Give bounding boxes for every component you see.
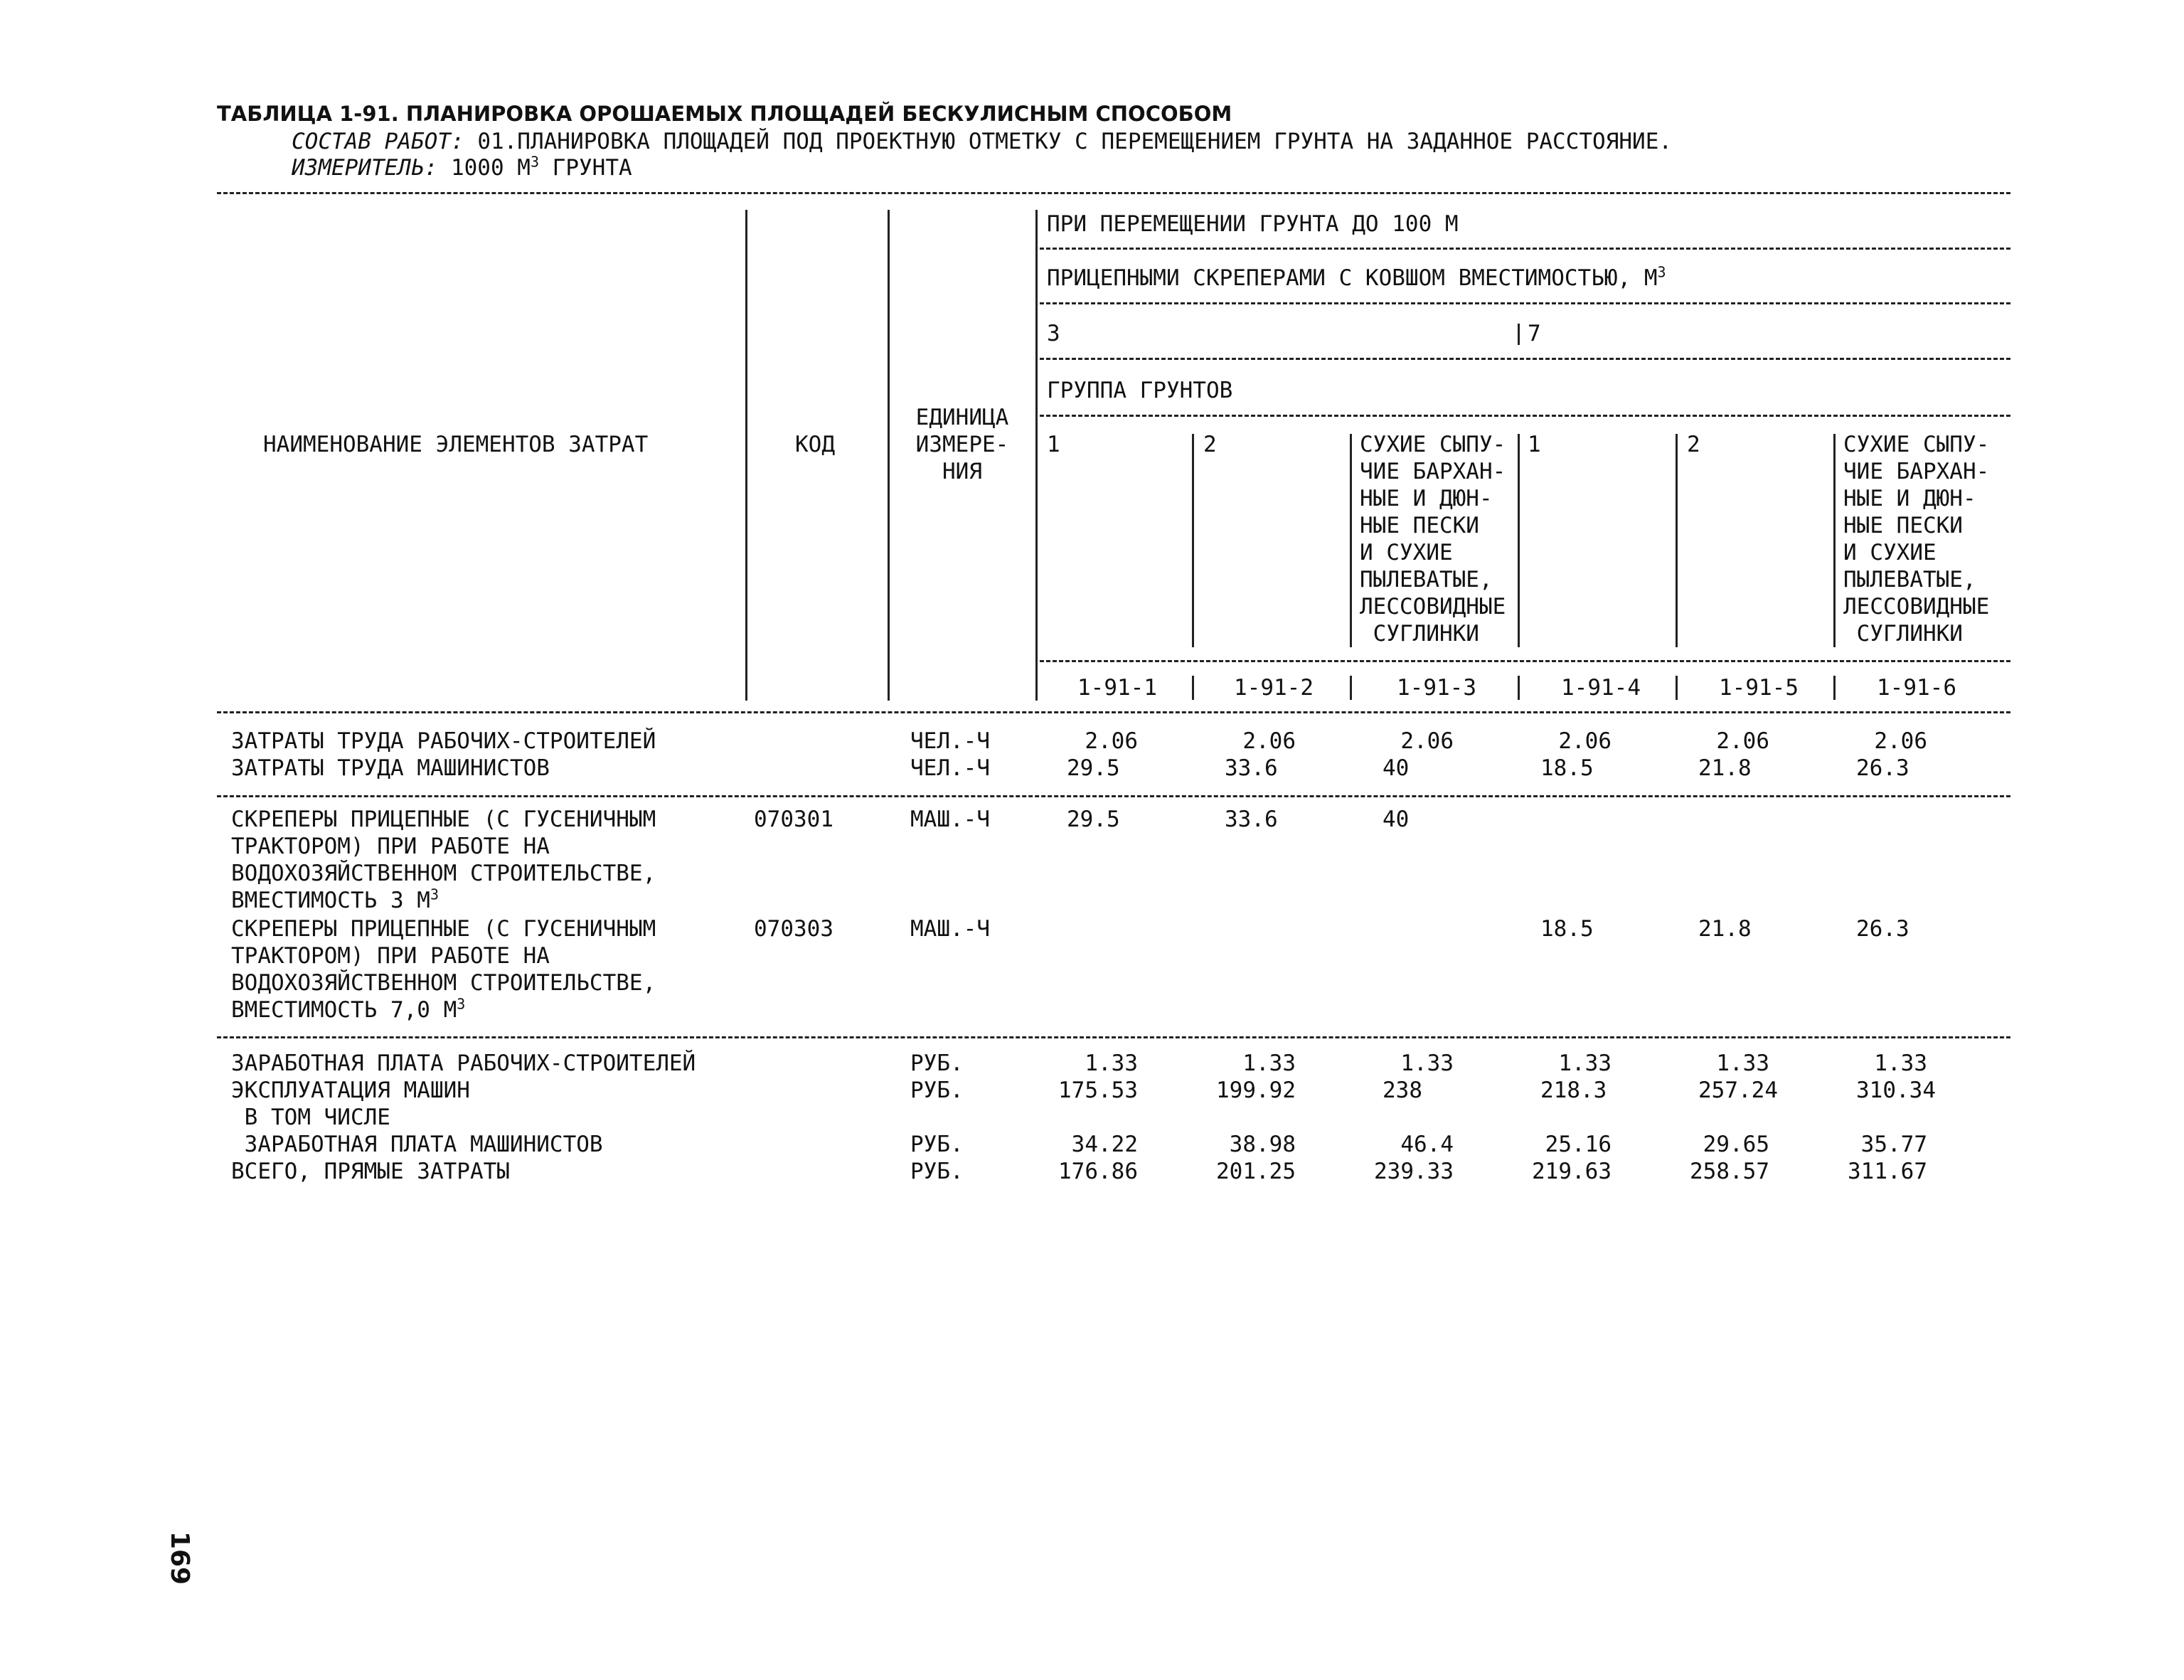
cell: 1.33 (1085, 1051, 1138, 1076)
dry-a-line: СУХИЕ СЫПУ- (1360, 432, 1506, 457)
cell: 40 (1383, 807, 1410, 832)
cell: 199.92 (1216, 1078, 1296, 1103)
vrule-g5 (1833, 434, 1836, 647)
unit-label: ИЗМЕРИТЕЛЬ: (292, 155, 438, 181)
row-name: ЭКСПЛУАТАЦИЯ МАШИН (231, 1078, 470, 1103)
unit-of-measure (292, 154, 632, 181)
cell: 2.06 (1716, 728, 1769, 754)
cell: 2.06 (1085, 728, 1138, 754)
header-capacity-7: 7 (1528, 321, 1541, 346)
cell: 1.33 (1716, 1051, 1769, 1076)
row-unit: МАШ.-Ч (910, 916, 990, 942)
dry-a-line: ЛЕССОВИДНЫЕ (1360, 594, 1506, 620)
vrule-c4 (1676, 676, 1678, 700)
header-scrapers (1047, 265, 1666, 292)
rule-header-end (217, 711, 2010, 713)
cell: 25.16 (1545, 1132, 1612, 1157)
cell: 26.3 (1856, 916, 1909, 942)
row-name-line (231, 996, 465, 1024)
row-unit: РУБ. (910, 1051, 964, 1076)
row-name-line (231, 887, 439, 914)
work-text: 01.ПЛАНИРОВКА ПЛОЩАДЕЙ ПОД ПРОЕКТНУЮ ОТМЕТКУ С ПЕРЕМЕЩЕНИЕМ ГРУНТА НА ЗАДАННОЕ РАССТОЯНИЕ. (477, 129, 1673, 154)
cell: 219.63 (1532, 1159, 1612, 1184)
page-number: 169 (165, 1531, 195, 1585)
table-title: ТАБЛИЦА 1-91. ПЛАНИРОВКА ОРОШАЕМЫХ ПЛОЩАДЕЙ БЕСКУЛИСНЫМ СПОСОБОМ (217, 102, 1232, 126)
vrule-cap (1518, 324, 1520, 345)
norm-code-3: 1-91-3 (1397, 675, 1476, 701)
row-name: ЗАТРАТЫ ТРУДА РАБОЧИХ-СТРОИТЕЛЕЙ (231, 728, 656, 754)
row-name-sup: 3 (457, 995, 466, 1013)
cell: 40 (1383, 755, 1410, 781)
row-unit: ЧЕЛ.-Ч (910, 728, 990, 754)
vrule-g1 (1192, 434, 1194, 647)
header-distance: ПРИ ПЕРЕМЕЩЕНИИ ГРУНТА ДО 100 М (1047, 211, 1459, 237)
row-name: ВСЕГО, ПРЯМЫЕ ЗАТРАТЫ (231, 1159, 510, 1184)
vrule-code (888, 210, 890, 701)
dry-a-line: ЧИЕ БАРХАН- (1360, 459, 1506, 484)
dry-b-line: ПЫЛЕВАТЫЕ, (1843, 567, 1976, 592)
vrule-name (745, 210, 747, 701)
vrule-c3 (1518, 676, 1520, 700)
cell: 33.6 (1225, 807, 1278, 832)
cell: 1.33 (1874, 1051, 1927, 1076)
rule-h1 (1040, 248, 2010, 250)
unit-sup: 3 (530, 153, 540, 171)
cell: 175.53 (1058, 1078, 1138, 1103)
dry-b-line: НЫЕ И ДЮН- (1843, 486, 1976, 511)
dry-a-line: И СУХИЕ (1360, 540, 1453, 565)
vrule-g4 (1676, 434, 1678, 647)
dry-a-line: НЫЕ И ДЮН- (1360, 486, 1493, 511)
row-name: ЗАРАБОТНАЯ ПЛАТА МАШИНИСТОВ (231, 1132, 603, 1157)
vrule-c1 (1192, 676, 1194, 700)
dry-b-line: НЫЕ ПЕСКИ (1843, 513, 1963, 538)
cell: 2.06 (1400, 728, 1454, 754)
col-header-code: КОД (795, 432, 835, 457)
col-header-name: НАИМЕНОВАНИЕ ЭЛЕМЕНТОВ ЗАТРАТ (263, 432, 649, 457)
row-name: В ТОМ ЧИСЛЕ (231, 1105, 390, 1130)
header-scrapers-text: ПРИЦЕПНЫМИ СКРЕПЕРАМИ С КОВШОМ ВМЕСТИМОСТЬЮ, М (1047, 265, 1658, 291)
dry-b-line: СУХИЕ СЫПУ- (1843, 432, 1990, 457)
row-unit: РУБ. (910, 1159, 964, 1184)
cell: 310.34 (1856, 1078, 1936, 1103)
dry-b-line: ЧИЕ БАРХАН- (1843, 459, 1990, 484)
row-code: 070301 (754, 807, 833, 832)
vrule-g2 (1350, 434, 1352, 647)
cell: 258.57 (1690, 1159, 1769, 1184)
norm-code-4: 1-91-4 (1561, 675, 1641, 701)
row-name-line: ТРАКТОРОМ) ПРИ РАБОТЕ НА (231, 943, 550, 969)
cell: 35.77 (1860, 1132, 1927, 1157)
cell: 176.86 (1058, 1159, 1138, 1184)
cell: 2.06 (1558, 728, 1612, 754)
row-name-sup: 3 (430, 886, 440, 903)
header-soil-group: ГРУППА ГРУНТОВ (1047, 378, 1233, 403)
dry-b-line: ЛЕССОВИДНЫЕ (1843, 594, 1990, 620)
row-unit: РУБ. (910, 1132, 964, 1157)
cell: 29.5 (1067, 755, 1120, 781)
row-name-last: ВМЕСТИМОСТЬ 3 М (231, 888, 430, 913)
norm-code-5: 1-91-5 (1719, 675, 1799, 701)
row-name: ЗАРАБОТНАЯ ПЛАТА РАБОЧИХ-СТРОИТЕЛЕЙ (231, 1051, 696, 1076)
cell: 21.8 (1698, 755, 1752, 781)
cell: 29.65 (1703, 1132, 1769, 1157)
row-unit: ЧЕЛ.-Ч (910, 755, 990, 781)
row-name-line: ВОДОХОЗЯЙСТВЕННОМ СТРОИТЕЛЬСТВЕ, (231, 970, 656, 996)
dry-a-line: НЫЕ ПЕСКИ (1360, 513, 1479, 538)
cell: 257.24 (1698, 1078, 1778, 1103)
vrule-c2 (1350, 676, 1352, 700)
row-name-line: ТРАКТОРОМ) ПРИ РАБОТЕ НА (231, 834, 550, 859)
col-header-unit-2: ИЗМЕРЕ- (915, 432, 1009, 457)
row-name-line: ВОДОХОЗЯЙСТВЕННОМ СТРОИТЕЛЬСТВЕ, (231, 861, 656, 886)
row-name-line: СКРЕПЕРЫ ПРИЦЕПНЫЕ (С ГУСЕНИЧНЫМ (231, 807, 656, 832)
work-label: СОСТАВ РАБОТ: (292, 129, 464, 154)
rule-h5 (1040, 660, 2010, 662)
row-unit: РУБ. (910, 1078, 964, 1103)
cell: 18.5 (1540, 916, 1594, 942)
rule-labor-end (217, 795, 2010, 797)
row-name-last: ВМЕСТИМОСТЬ 7,0 М (231, 997, 457, 1023)
cell: 34.22 (1071, 1132, 1138, 1157)
soil-group-2a: 2 (1203, 432, 1217, 457)
header-scrapers-sup: 3 (1657, 263, 1666, 281)
cell: 46.4 (1400, 1132, 1454, 1157)
col-header-unit-3: НИЯ (942, 459, 982, 484)
cell: 29.5 (1067, 807, 1120, 832)
col-header-unit-1: ЕДИНИЦА (915, 405, 1009, 430)
cell: 201.25 (1216, 1159, 1296, 1184)
cell: 218.3 (1540, 1078, 1607, 1103)
vrule-c5 (1833, 676, 1836, 700)
cell: 21.8 (1698, 916, 1752, 942)
cell: 1.33 (1400, 1051, 1454, 1076)
work-composition (292, 128, 1672, 155)
rule-top (217, 192, 2010, 194)
rule-h2 (1040, 302, 2010, 304)
dry-a-line: ПЫЛЕВАТЫЕ, (1360, 567, 1493, 592)
cell: 38.98 (1229, 1132, 1296, 1157)
soil-group-1b: 1 (1528, 432, 1541, 457)
unit-text-a: 1000 М (450, 155, 531, 181)
cell: 2.06 (1874, 728, 1927, 754)
vrule-unit (1035, 210, 1038, 701)
soil-group-2b: 2 (1687, 432, 1700, 457)
row-code: 070303 (754, 916, 833, 942)
rule-machines-end (217, 1036, 2010, 1038)
soil-group-1a: 1 (1047, 432, 1060, 457)
norm-code-1: 1-91-1 (1077, 675, 1157, 701)
rule-h4 (1040, 415, 2010, 417)
unit-text-b: ГРУНТА (539, 155, 632, 181)
dry-b-line: СУГЛИНКИ (1843, 621, 1963, 647)
vrule-g3 (1518, 434, 1520, 647)
cell: 26.3 (1856, 755, 1909, 781)
cell: 239.33 (1374, 1159, 1454, 1184)
cell: 2.06 (1242, 728, 1296, 754)
header-capacity-3: 3 (1047, 321, 1060, 346)
cell: 1.33 (1558, 1051, 1612, 1076)
cell: 18.5 (1540, 755, 1594, 781)
row-name-line: СКРЕПЕРЫ ПРИЦЕПНЫЕ (С ГУСЕНИЧНЫМ (231, 916, 656, 942)
norm-code-2: 1-91-2 (1234, 675, 1314, 701)
dry-a-line: СУГЛИНКИ (1360, 621, 1479, 647)
cell: 33.6 (1225, 755, 1278, 781)
row-unit: МАШ.-Ч (910, 807, 990, 832)
norm-code-6: 1-91-6 (1877, 675, 1956, 701)
cell: 1.33 (1242, 1051, 1296, 1076)
row-name: ЗАТРАТЫ ТРУДА МАШИНИСТОВ (231, 755, 550, 781)
cell: 311.67 (1848, 1159, 1927, 1184)
dry-b-line: И СУХИЕ (1843, 540, 1937, 565)
rule-h3 (1040, 358, 2010, 360)
cell: 238 (1383, 1078, 1422, 1103)
